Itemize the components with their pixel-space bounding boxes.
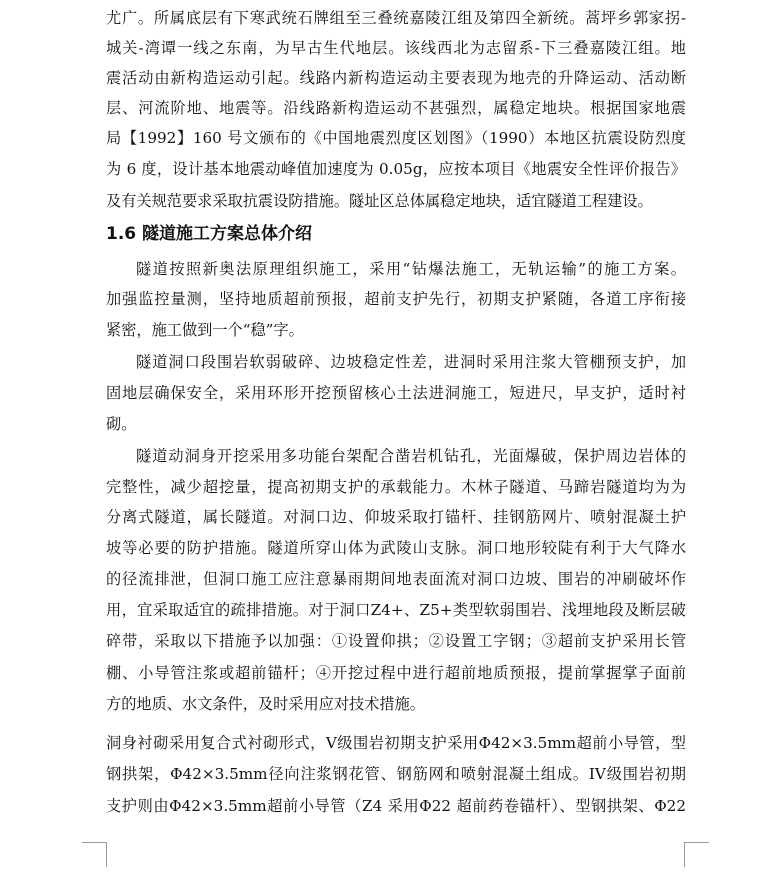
body-text-line: 用，宜采取适宜的疏排措施。对于洞口Z4+、Z5+类型软弱围岩、浅埋地段及断层破 [106,601,686,619]
body-text-line: 加强监控量测，坚持地质超前预报，超前支护先行，初期支护紧随，各道工序衔接 [106,290,686,308]
body-text-line: 及有关规范要求采取抗震设防措施。隧址区总体属稳定地块，适宜隧道工程建设。 [106,192,653,210]
body-text-line: 尤广。所属底层有下寒武统石牌组至三叠统嘉陵江组及第四全新统。蒿坪乡郭家拐- [106,9,686,27]
body-text-line: 分离式隧道，属长隧道。对洞口边、仰坡采取打锚杆、挂钢筋网片、喷射混凝土护 [106,508,686,526]
body-text-line: 隧道洞口段围岩软弱破碎、边坡稳定性差，进洞时采用注浆大管棚预支护，加 [136,353,686,371]
body-text-line: 完整性，减少超挖量，提高初期支护的承载能力。木林子隧道、马蹄岩隧道均为为 [106,478,686,496]
body-text-line: 坡等必要的防护措施。隧道所穿山体为武陵山支脉。洞口地形较陡有利于大气降水 [106,539,686,557]
body-text-line: 城关-湾谭一线之东南，为早古生代地层。该线西北为志留系-下三叠嘉陵江组。地 [106,39,686,57]
body-text-line: 为 6 度，设计基本地震动峰值加速度为 0.05g，应按本项目《地震安全性评价报告》 [106,160,686,178]
body-text-line: 洞身衬砌采用复合式衬砌形式，V级围岩初期支护采用Φ42×3.5mm超前小导管，型 [106,734,686,752]
body-text-line: 固地层确保安全，采用环形开挖预留核心土法进洞施工，短进尺，早支护，适时衬 [106,384,686,402]
body-text-line: 砌。 [106,415,137,433]
body-text-line: 隧道按照新奥法原理组织施工，采用“钻爆法施工，无轨运输”的施工方案。 [136,260,686,278]
body-text-line: 棚、小导管注浆或超前锚杆；④开挖过程中进行超前地质预报，提前掌握掌子面前 [106,664,686,682]
body-text-line: 的径流排泄，但洞口施工应注意暴雨期间地表面流对洞口边坡、围岩的冲刷破坏作 [106,570,686,588]
body-text-line: 支护则由Φ42×3.5mm超前小导管（Z4 采用Φ22 超前药卷锚杆）、型钢拱架、Φ22 [106,797,686,815]
body-text-line: 局【1992】160 号文颁布的《中国地震烈度区划图》（1990）本地区抗震设防烈度 [106,129,686,147]
page-margin-corner-mark [684,842,709,867]
section-heading: 1.6 隧道施工方案总体介绍 [106,224,313,244]
body-text-line: 方的地质、水文条件，及时采用应对技术措施。 [106,695,425,713]
body-text-line: 钢拱架，Φ42×3.5mm径向注浆钢花管、钢筋网和喷射混凝土组成。IV级围岩初期 [106,765,686,783]
body-text-line: 层、河流阶地、地震等。沿线路新构造运动不甚强烈，属稳定地块。根据国家地震 [106,99,686,117]
page-margin-corner-mark [82,842,107,867]
body-text-line: 震活动由新构造运动引起。线路内新构造运动主要表现为地壳的升降运动、活动断 [106,69,686,87]
body-text-line: 隧道动洞身开挖采用多功能台架配合凿岩机钻孔，光面爆破，保护周边岩体的 [136,447,686,465]
body-text-line: 碎带，采取以下措施予以加强：①设置仰拱；②设置工字钢；③超前支护采用长管 [106,632,686,650]
body-text-line: 紧密，施工做到一个“稳”字。 [106,321,304,339]
